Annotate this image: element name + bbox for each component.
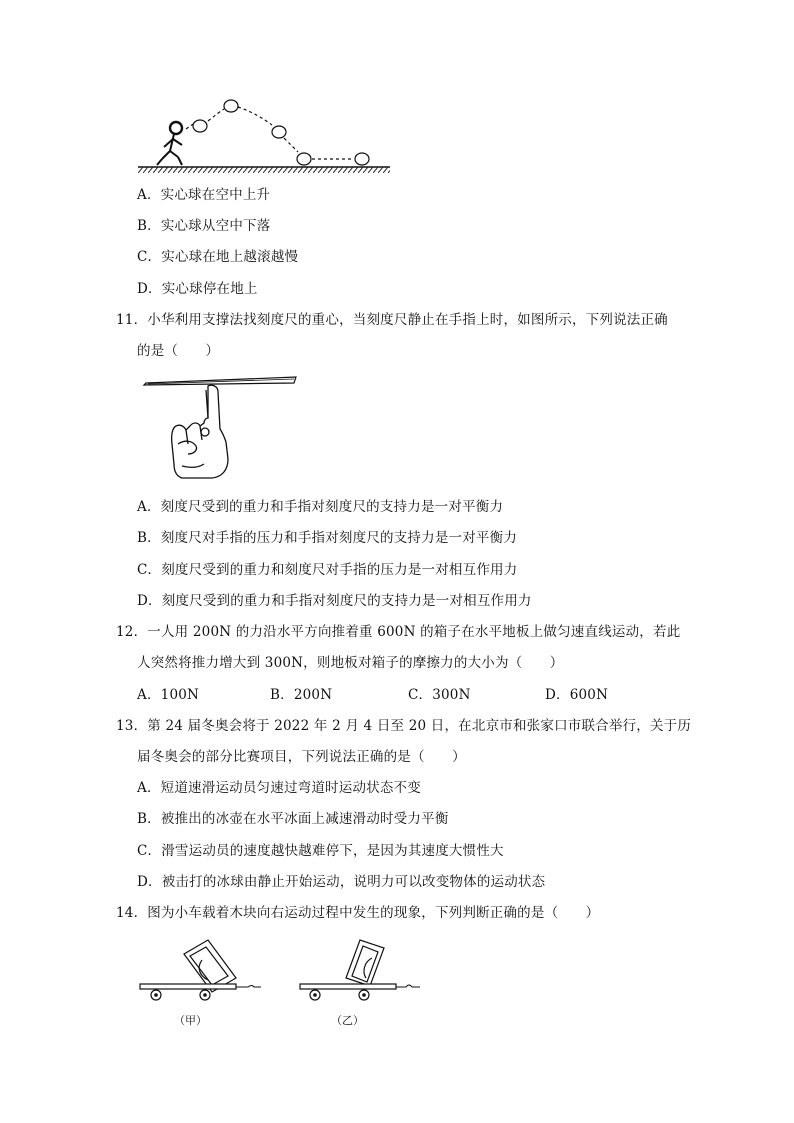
q11-option-b: B．刻度尺对手指的压力和手指对刻度尺的支持力是一对平衡力: [137, 530, 518, 546]
cart-figure-yi: [298, 930, 423, 1005]
q10-option-c: C．实心球在地上越滚越慢: [137, 249, 299, 265]
q11-option-c: C．刻度尺受到的重力和刻度尺对手指的压力是一对相互作用力: [137, 562, 518, 578]
ruler-on-finger-figure: [138, 374, 298, 484]
q10-option-d: D．实心球停在地上: [137, 281, 258, 297]
hand-icon: [172, 385, 228, 478]
q13-stem-line1: 13．第 24 届冬奥会将于 2022 年 2 月 4 日至 20 日，在北京市和张家口市联合举行，关于历: [116, 718, 692, 734]
runner-icon: [157, 122, 182, 165]
q11-option-d: D．刻度尺受到的重力和手指对刻度尺的支持力是一对相互作用力: [137, 593, 532, 609]
q12-option-c: C．300N: [408, 687, 471, 703]
q13-option-c: C．滑雪运动员的速度越快越难停下，是因为其速度大惯性大: [137, 843, 504, 859]
q12-stem-line1: 12．一人用 200N 的力沿水平方向推着重 600N 的箱子在水平地板上做匀速直线运动，若此: [116, 624, 681, 640]
wheel-icon: [310, 990, 369, 1000]
q12-option-b: B．200N: [270, 687, 333, 703]
block-icon: [346, 940, 384, 986]
cart-figure-jia: [138, 930, 263, 1005]
q11-stem-line2: 的是（ ）: [137, 343, 220, 359]
shot-put-figure: [138, 95, 392, 177]
q12-option-a: A．100N: [137, 687, 200, 703]
q14-stem-line1: 14．图为小车载着木块向右运动过程中发生的现象，下列判断正确的是（ ）: [116, 905, 600, 921]
figure-label-jia: （甲）: [174, 1014, 207, 1027]
q13-option-b: B．被推出的冰壶在水平冰面上减速滑动时受力平衡: [137, 811, 449, 827]
q13-stem-line2: 届冬奥会的部分比赛项目，下列说法正确的是（ ）: [137, 749, 466, 765]
q11-stem-line1: 11．小华利用支撑法找刻度尺的重心，当刻度尺静止在手指上时，如图所示，下列说法正确: [116, 312, 668, 328]
q12-stem-line2: 人突然将推力增大到 300N，则地板对箱子的摩擦力的大小为（ ）: [137, 655, 564, 671]
q13-option-d: D．被击打的冰球由静止开始运动，说明力可以改变物体的运动状态: [137, 874, 546, 890]
figure-label-yi: （乙）: [331, 1014, 364, 1027]
q12-option-d: D．600N: [545, 687, 609, 703]
q13-option-a: A．短道速滑运动员匀速过弯道时运动状态不变: [137, 780, 421, 796]
q10-option-a: A．实心球在空中上升: [137, 187, 271, 203]
wheel-icon: [151, 990, 210, 1000]
q11-option-a: A．刻度尺受到的重力和手指对刻度尺的支持力是一对平衡力: [137, 499, 504, 515]
q10-option-b: B．实心球从空中下落: [137, 218, 271, 234]
